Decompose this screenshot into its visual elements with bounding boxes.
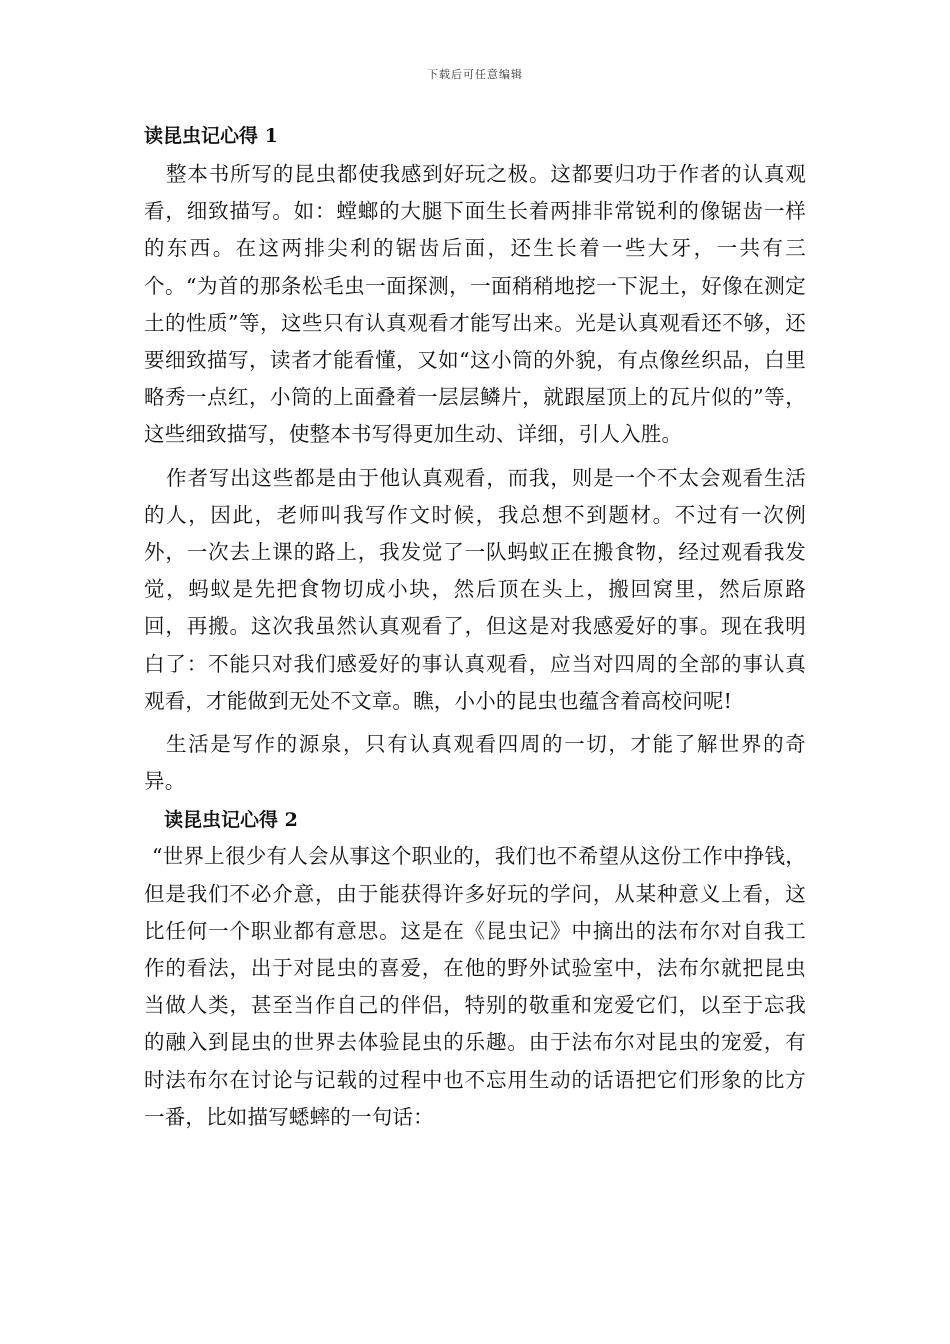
section-1-paragraph-2: 作者写出这些都是由于他认真观看，而我，则是一个不太会观看生活的人，因此，老师叫我写作文时候，我总想不到题材。不过有一次例外，一次去上课的路上，我发觉了一队蚂蚁正在搬食物，经过观看我发觉，蚂蚁是先把食物切成小块，然后顶在头上，搬回窝里，然后原路回，再搬。这次我虽然认真观看了，但这是对我感爱好的事。现在我明白了：不能只对我们感爱好的事认真观看，应当对四周的全部的事认真观看，才能做到无处不文章。瞧，小小的昆虫也蕴含着高校问呢! [144, 465, 806, 713]
section-1-title: 读昆虫记心得 1 [144, 125, 278, 147]
section-2-title: 读昆虫记心得 2 [164, 809, 298, 832]
section-1-paragraph-3: 生活是写作的源泉，只有认真观看四周的一切，才能了解世界的奇异。 [144, 732, 806, 794]
document-body [144, 118, 806, 1136]
page-header-note: 下载后可任意编辑 [427, 68, 523, 81]
section-1-paragraph-1: 整本书所写的昆虫都使我感到好玩之极。这都要归功于作者的认真观看，细致描写。如：螳螂的大腿下面生长着两排非常锐利的像锯齿一样的东西。在这两排尖利的锯齿后面，还生长着一些大牙，一共有三个。“为首的那条松毛虫一面探测，一面稍稍地挖一下泥土，好像在测定土的性质”等，这些只有认真观看才能写出来。光是认真观看还不够，还要细致描写，读者才能看懂，又如“这小筒的外貌，有点像丝织品，白里略秀一点红，小筒的上面叠着一层层鳞片，就跟屋顶上的瓦片似的”等，这些细致描写，使整本书写得更加生动、详细，引人入胜。 [144, 162, 806, 447]
section-2-paragraph-1: “世界上很少有人会从事这个职业的，我们也不希望从这份工作中挣钱，但是我们不必介意，由于能获得许多好玩的学问，从某种意义上看，这比任何一个职业都有意思。这是在《昆虫记》中摘出的法布尔对自我工作的看法，出于对昆虫的喜爱，在他的野外试验室中，法布尔就把昆虫当做人类，甚至当作自己的伴侣，特别的敬重和宠爱它们，以至于忘我的融入到昆虫的世界去体验昆虫的乐趣。由于法布尔对昆虫的宠爱，有时法布尔在讨论与记载的过程中也不忘用生动的话语把它们形象的比方一番，比如描写蟋蟀的一句话： [144, 844, 806, 1129]
